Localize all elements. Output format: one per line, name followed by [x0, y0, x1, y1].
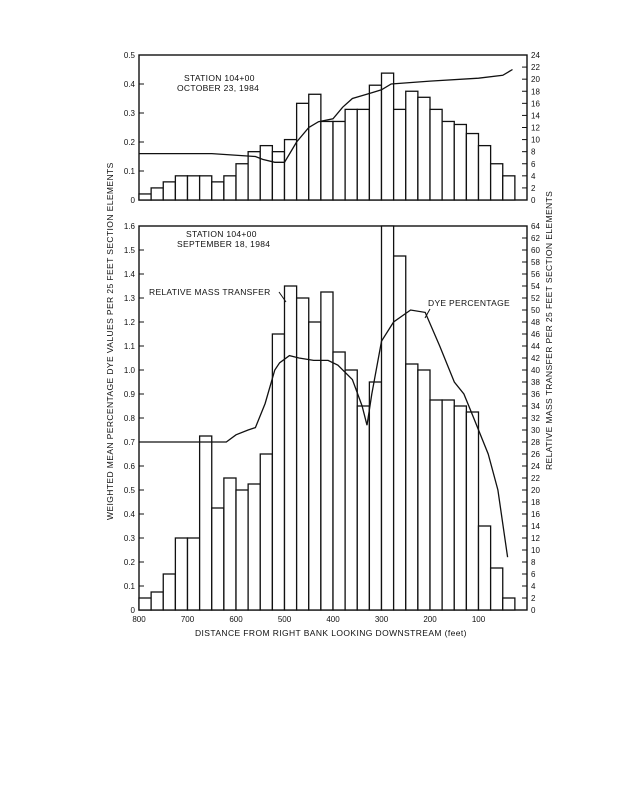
left-tick-label: 0.8 — [123, 414, 135, 423]
bar — [151, 592, 163, 610]
bar — [321, 121, 333, 200]
bar — [151, 188, 163, 200]
left-tick-label: 0.3 — [123, 109, 135, 118]
left-tick-label: 1.5 — [123, 246, 135, 255]
bar — [479, 526, 491, 610]
bottom-right-axis — [522, 222, 540, 615]
right-tick-label: 10 — [531, 546, 540, 555]
right-tick-label: 28 — [531, 438, 540, 447]
right-tick-label: 18 — [531, 498, 540, 507]
bar — [200, 436, 212, 610]
bar — [382, 226, 394, 610]
bar — [357, 109, 369, 200]
bar — [248, 484, 260, 610]
bar — [139, 598, 151, 610]
bar — [163, 574, 175, 610]
right-tick-label: 22 — [531, 474, 540, 483]
bar — [430, 400, 442, 610]
bar — [442, 400, 454, 610]
bar — [491, 568, 503, 610]
right-tick-label: 4 — [531, 582, 536, 591]
left-tick-label: 0.5 — [123, 51, 135, 60]
bar — [309, 322, 321, 610]
left-tick-label: 1.3 — [123, 294, 135, 303]
right-tick-label: 20 — [531, 75, 540, 85]
right-tick-label: 58 — [531, 258, 540, 267]
x-tick-label: 700 — [180, 615, 195, 624]
bar — [345, 109, 357, 200]
right-tick-label: 24 — [531, 51, 540, 60]
right-tick-label: 54 — [531, 282, 540, 291]
right-tick-label: 42 — [531, 354, 540, 363]
right-tick-label: 2 — [531, 183, 536, 193]
bar — [200, 176, 212, 200]
x-tick-label: 400 — [326, 615, 340, 624]
x-axis-label: DISTANCE FROM RIGHT BANK LOOKING DOWNSTREAM (feet) — [195, 628, 467, 638]
left-tick-label: 0 — [130, 606, 135, 615]
bar — [139, 194, 151, 200]
right-tick-label: 8 — [531, 147, 536, 157]
left-tick-label: 1.1 — [123, 342, 135, 351]
right-tick-label: 30 — [531, 426, 540, 435]
right-tick-label: 14 — [531, 522, 540, 531]
bar — [466, 134, 478, 200]
bar — [175, 538, 187, 610]
left-tick-label: 1.6 — [123, 222, 135, 231]
bar — [260, 454, 272, 610]
left-tick-label: 0.7 — [123, 438, 135, 447]
x-tick-label: 200 — [423, 615, 437, 624]
bar — [357, 406, 369, 610]
bar — [260, 146, 272, 200]
top-left-axis — [124, 51, 144, 205]
bar — [224, 478, 236, 610]
x-tick-label: 300 — [374, 615, 389, 624]
bar — [309, 94, 321, 200]
x-tick-label: 800 — [132, 615, 146, 624]
x-tick-label: 100 — [471, 615, 486, 624]
right-tick-label: 22 — [531, 63, 540, 73]
bar — [491, 164, 503, 200]
left-tick-label: 0 — [130, 196, 135, 205]
right-tick-label: 50 — [531, 306, 540, 315]
right-tick-label: 24 — [531, 462, 540, 471]
bottom-left-axis — [124, 222, 144, 615]
right-tick-label: 44 — [531, 342, 540, 351]
bar — [224, 176, 236, 200]
right-tick-label: 64 — [531, 222, 540, 231]
bar — [175, 176, 187, 200]
left-tick-label: 0.4 — [123, 80, 135, 89]
right-tick-label: 32 — [531, 414, 540, 423]
bar — [430, 109, 442, 200]
right-tick-label: 38 — [531, 378, 540, 387]
right-tick-label: 48 — [531, 318, 540, 327]
bar — [321, 292, 333, 610]
bar — [212, 508, 224, 610]
left-tick-label: 0.2 — [123, 138, 135, 147]
left-tick-label: 1.0 — [123, 366, 135, 375]
bar — [188, 176, 200, 200]
bar — [212, 182, 224, 200]
bar — [369, 85, 381, 200]
right-tick-label: 16 — [531, 510, 540, 519]
left-tick-label: 1.2 — [123, 318, 135, 327]
right-tick-label: 6 — [531, 570, 536, 579]
bar — [466, 412, 478, 610]
bar — [272, 334, 284, 610]
bar — [188, 538, 200, 610]
bar — [394, 109, 406, 200]
right-tick-label: 6 — [531, 159, 536, 169]
bar — [442, 121, 454, 200]
right-tick-label: 18 — [531, 87, 540, 97]
bar — [333, 352, 345, 610]
right-tick-label: 8 — [531, 558, 536, 567]
bar — [163, 182, 175, 200]
right-tick-label: 34 — [531, 402, 540, 411]
right-tick-label: 36 — [531, 390, 540, 399]
bar — [503, 176, 515, 200]
bar — [285, 286, 297, 610]
right-tick-label: 60 — [531, 246, 540, 255]
bar — [345, 370, 357, 610]
right-tick-label: 0 — [531, 606, 536, 615]
left-tick-label: 1.4 — [123, 270, 135, 279]
bar — [248, 152, 260, 200]
bar — [285, 140, 297, 200]
left-tick-label: 0.6 — [123, 462, 135, 471]
bar — [454, 406, 466, 610]
left-tick-label: 0.4 — [123, 510, 135, 519]
left-tick-label: 0.9 — [123, 390, 135, 399]
right-tick-label: 46 — [531, 330, 540, 339]
left-axis-label: WEIGHTED MEAN PERCENTAGE DYE VALUES PER 25 FEET SECTION ELEMENTS — [105, 162, 115, 520]
left-tick-label: 0.5 — [123, 486, 135, 495]
bottom-bars — [139, 226, 515, 610]
right-tick-label: 0 — [531, 196, 536, 205]
bar — [406, 364, 418, 610]
bottom-title: STATION 104+00 — [186, 229, 257, 239]
right-axis-label: RELATIVE MASS TRANSFER PER 25 FEET SECTION ELEMENTS — [544, 190, 554, 470]
right-tick-label: 40 — [531, 366, 540, 375]
right-tick-label: 52 — [531, 294, 540, 303]
bar — [454, 124, 466, 200]
bar — [503, 598, 515, 610]
bar — [333, 121, 345, 200]
left-tick-label: 0.2 — [123, 558, 135, 567]
bar — [479, 146, 491, 200]
top-right-axis — [522, 51, 540, 205]
top-subtitle: OCTOBER 23, 1984 — [177, 83, 260, 93]
right-tick-label: 10 — [531, 135, 540, 145]
top-title: STATION 104+00 — [184, 73, 255, 83]
relative-mass-transfer-label: RELATIVE MASS TRANSFER — [149, 287, 271, 297]
panel-bottom — [105, 159, 554, 638]
bar — [236, 164, 248, 200]
left-tick-label: 0.1 — [123, 582, 135, 591]
left-tick-label: 0.3 — [123, 534, 135, 543]
right-tick-label: 16 — [531, 99, 540, 109]
right-tick-label: 12 — [531, 123, 540, 133]
right-tick-label: 12 — [531, 534, 540, 543]
bar — [297, 103, 309, 200]
right-tick-label: 56 — [531, 270, 540, 279]
right-tick-label: 20 — [531, 486, 540, 495]
right-tick-label: 26 — [531, 450, 540, 459]
right-tick-label: 62 — [531, 234, 540, 243]
bar — [418, 370, 430, 610]
left-tick-label: 0.1 — [123, 167, 135, 176]
bar — [382, 73, 394, 200]
x-tick-label: 600 — [229, 615, 243, 624]
bar — [418, 97, 430, 200]
bar — [236, 490, 248, 610]
bar — [394, 256, 406, 610]
dye-percentage-label: DYE PERCENTAGE — [428, 298, 510, 308]
x-tick-label: 500 — [277, 615, 292, 624]
right-tick-label: 14 — [531, 111, 540, 121]
panel-top — [124, 51, 541, 205]
bar — [272, 152, 284, 200]
bar — [406, 91, 418, 200]
bar — [369, 382, 381, 610]
bar — [297, 298, 309, 610]
right-tick-label: 4 — [531, 171, 536, 181]
bottom-subtitle: SEPTEMBER 18, 1984 — [177, 239, 271, 249]
right-tick-label: 2 — [531, 594, 536, 603]
